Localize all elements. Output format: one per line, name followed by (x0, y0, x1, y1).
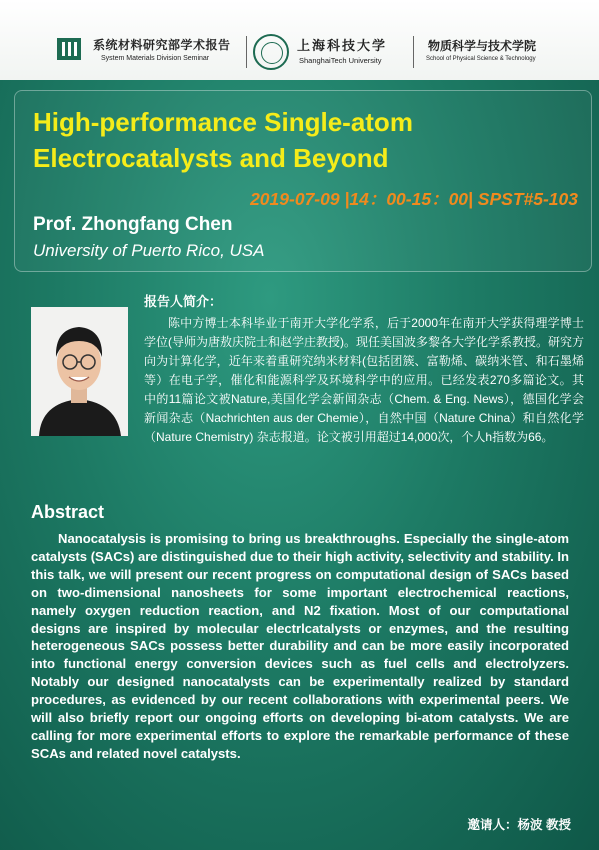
header-divider (413, 36, 414, 68)
bio-heading: 报告人简介： (144, 294, 223, 309)
speaker-affiliation: University of Puerto Rico, USA (33, 241, 265, 260)
school-name-cn: 物质科学与技术学院 (428, 39, 537, 53)
university-name-en: ShanghaiTech University (299, 56, 382, 65)
division-logo-icon (57, 38, 81, 60)
speaker-name: Prof. Zhongfang Chen (33, 214, 233, 235)
division-name-cn: 系统材料研究部学术报告 (93, 38, 231, 52)
division-name-en: System Materials Division Seminar (101, 55, 210, 62)
talk-datetime: 2019-07-09 |14：00-15：00| SPST#5-103 (250, 189, 578, 209)
header-banner (0, 0, 599, 80)
abstract-text: Nanocatalysis is promising to bring us breakthroughs. Especially the single-atom catalysts (SACs) are distinguished due to their high activity, selectivity and stability. In this talk, we will present our recent progress on computational design of SACs based on two-dimensional nanosheets for some important electrochemical reactions, namely oxygen reduction reaction, and N2 fixation. Most of our computational designs are inspired by molecular electrlcatalysts or enzymes, and the resulting heterogeneous SACs possess better durability and can be more easily incorporated into functional energy conversion devices such as fuel cells and electrolyzers. Notably our designed nanocatalysts can be experimentally realized by standard procedures, as evidenced by our recent collaborations with experimental peers. We will also briefly report our ongoing efforts on developing bi-atom catalysts. We are calling for more experimental efforts to explore the remarkable performance of these SCAs and related novel catalysts. (31, 531, 569, 761)
speaker-portrait-icon (31, 307, 128, 436)
talk-title: High-performance Single-atom Electrocatalysts and Beyond (33, 107, 413, 173)
header-divider (246, 36, 247, 68)
abstract-heading: Abstract (31, 502, 105, 522)
university-name-cn: 上海科技大学 (297, 38, 388, 53)
speaker-photo (31, 307, 128, 436)
inviter: 邀请人：杨波 教授 (467, 818, 571, 832)
university-seal-icon (253, 34, 289, 70)
bio-text: 陈中方博士本科毕业于南开大学化学系，后于2000年在南开大学获得理学博士学位(导师为唐敖庆院士和赵学庄教授)。现任美国波多黎各大学化学系教授。研究方向为计算化学，近年来着重研究纳米材料(包括团簇、富勒烯、碳纳米管、和石墨烯等）在电子学，催化和能源科学及环境科学中的应用。已经发表270多篇论文。其中的11篇论文被Nature,美国化学会新闻杂志（Chem. & Eng. News），德国化学会新闻杂志（Nachrichten aus der Chemie），自然中国（Nature China）和自然化学（Nature Chemistry) 杂志报道。论文被引用超过14,000次，个人h指数为66。 (144, 316, 584, 444)
school-name-en: School of Physical Science & Technology (426, 56, 536, 62)
